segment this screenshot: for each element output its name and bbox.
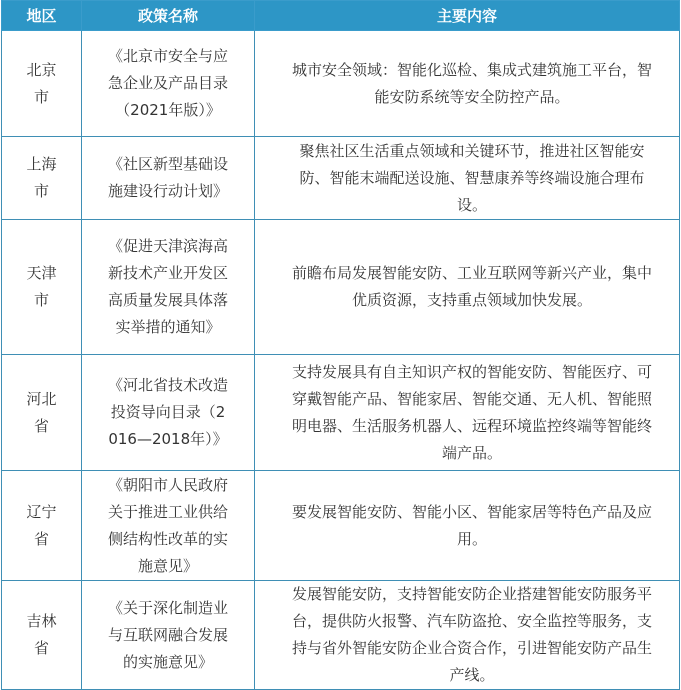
table-row [2, 31, 680, 137]
header-policy-name: 政策名称 [82, 1, 255, 31]
policy-table [1, 0, 680, 690]
content-cell: 城市安全领域：智能化巡检、集成式建筑施工平台，智能安防系统等安全防控产品。 [255, 31, 680, 137]
policy-name-cell: 《朝阳市人民政府关于推进工业供给侧结构性改革的实施意见》 [82, 471, 255, 581]
policy-name-cell: 《河北省技术改造投资导向目录（2016—2018年）》 [82, 355, 255, 471]
region-cell: 上海市 [2, 137, 82, 220]
region-cell: 天津市 [2, 220, 82, 355]
table-row [2, 581, 680, 690]
content-cell: 要发展智能安防、智能小区、智能家居等特色产品及应用。 [255, 471, 680, 581]
table-header-row [2, 1, 680, 31]
region-cell: 北京市 [2, 31, 82, 137]
table-row [2, 355, 680, 471]
content-cell: 发展智能安防，支持智能安防企业搭建智能安防服务平台，提供防火报警、汽车防盗抢、安全监控等服务，支持与省外智能安防企业合资合作，引进智能安防产品生产线。 [255, 581, 680, 690]
policy-name-cell: 《社区新型基础设施建设行动计划》 [82, 137, 255, 220]
content-cell: 前瞻布局发展智能安防、工业互联网等新兴产业，集中优质资源，支持重点领域加快发展。 [255, 220, 680, 355]
header-region: 地区 [2, 1, 82, 31]
policy-name-cell: 《促进天津滨海高新技术产业开发区高质量发展具体落实举措的通知》 [82, 220, 255, 355]
header-main-content: 主要内容 [255, 1, 680, 31]
region-cell: 河北省 [2, 355, 82, 471]
table-row [2, 471, 680, 581]
table-row [2, 220, 680, 355]
region-cell: 吉林省 [2, 581, 82, 690]
content-cell: 支持发展具有自主知识产权的智能安防、智能医疗、可穿戴智能产品、智能家居、智能交通、无人机、智能照明电器、生活服务机器人、远程环境监控终端等智能终端产品。 [255, 355, 680, 471]
region-cell: 辽宁省 [2, 471, 82, 581]
content-cell: 聚焦社区生活重点领域和关键环节，推进社区智能安防、智能末端配送设施、智慧康养等终端设施合理布设。 [255, 137, 680, 220]
table-row [2, 137, 680, 220]
policy-name-cell: 《关于深化制造业与互联网融合发展的实施意见》 [82, 581, 255, 690]
policy-name-cell: 《北京市安全与应急企业及产品目录（2021年版）》 [82, 31, 255, 137]
